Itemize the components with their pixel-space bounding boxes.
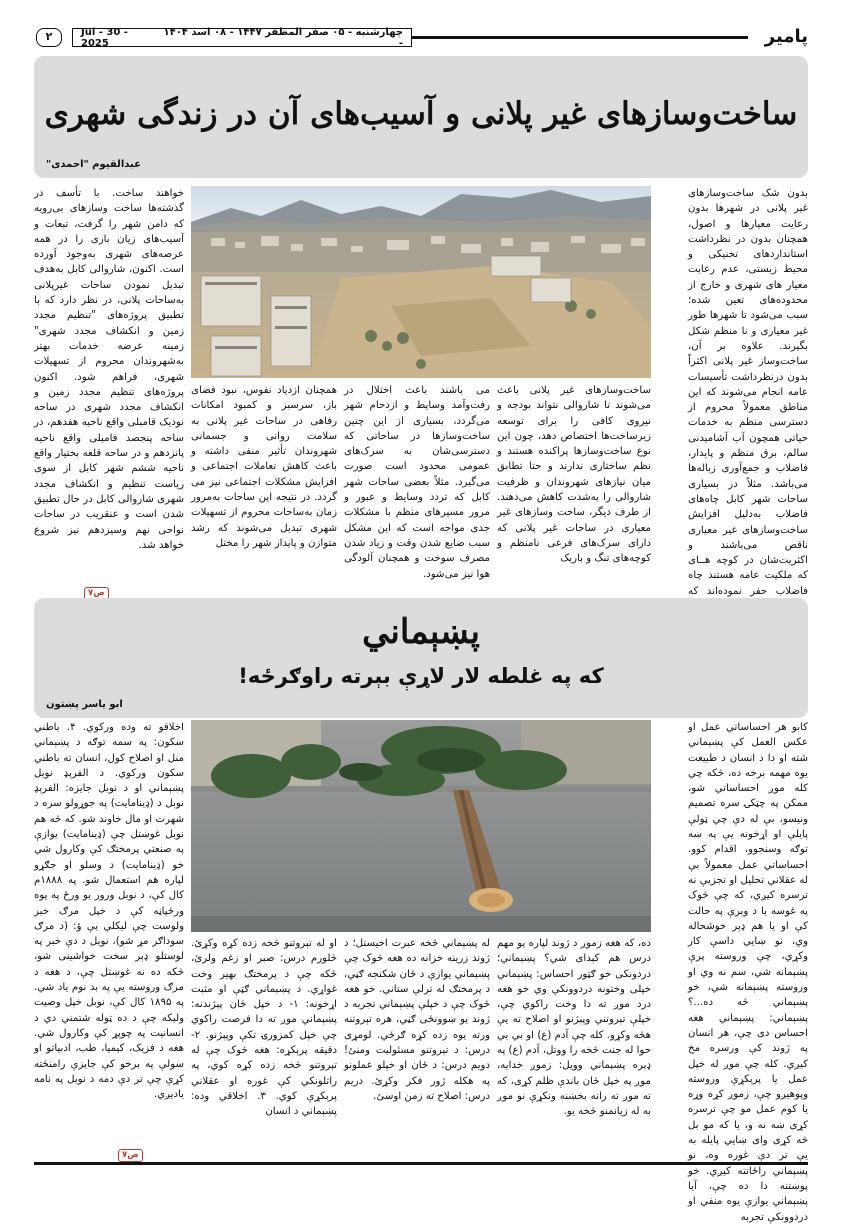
- newspaper-brand: پامیر: [759, 26, 808, 47]
- article2-column-right: [688, 720, 808, 1223]
- article1-text-left: خواهند ساخت. با تأسف در گذشته‌ها ساخت وسازهای بی‌رویه که دامن شهر را گرفت، تبعات و آسیب‌های زیان باری را در همه عرصه‌های شهری به‌وجود آورده است. اکنون، شاروالی کابل به‌هدف تبدیل نمودن ساحات غیرپلانی به‌ساحات پلانی، در نظر دارد که با تطبیق پروژه‌های "تنظیم مجدد زمین و انکشاف مجدد شهری" زمینه عرضه خدمات بهتر به‌شهروندان محروم از تسهیلات شهری، فراهم شود. اکنون پروژه‌های تنظیم مجدد زمین و انکشاف مجدد شهری در ساحه نودیک قامبلی واقع ناحیه هفدهم، در ساحه پنجصد فامیلی واقع ناحیه پانزدهم و در ساحه قلعه بختیار واقع ناحیه ششم شهر کابل از سوی ریاست تنظیم و انکشاف مجدد شهری شاروالی کابل در حال تطبیق شدن است و عنقریب در ساحات نواحی نهم وسیزدهم نیز شروع خواهد شد.: [34, 188, 184, 551]
- article2-column-mid-far: [191, 936, 337, 1160]
- article2-column-left: [34, 720, 184, 1140]
- aerial-city-image: [191, 186, 651, 378]
- article1-column-mid-far: [191, 383, 337, 596]
- article1-text-mid-far: همچنان ازدیاد نفوس، نبود فضای باز، سرسبز و کمبود امکانات رفاهی در ساحات غیر پلانی به سلامت روانی و جسمانی شهروندان تأثیر منفی داشته و باعث کاهش تعاملات اجتماعی و افزایش مشکلات اجتماعی نیز می گردد. در نتیجه این ساحات به‌مرور زمان به‌ساحات محروم از تسهیلات شهری تبدیل می‌شوند که رشد متوازن و پایدار شهر را مختل: [191, 385, 337, 549]
- date-box: [72, 28, 412, 47]
- article1-column-right: [688, 186, 808, 596]
- article1-title-band: [34, 56, 808, 178]
- article2-column-mid-right: [497, 936, 651, 1160]
- article1-continued[interactable]: [84, 580, 109, 600]
- article1-text-mid-right: ساخت‌وسازهای غیر پلانی باعث می‌شوند تا شاروالی نتواند بودجه و نیروی کافی را برای توسعه زیرساخت‌ها اختصاص دهد، چون این نوع ساخت‌وسازها پراکنده هستند و نظم ساختاری ندارند و حتا تطابق میان نیازهای شهروندان و ظرفیت شاروالی را به‌شدت کاهش می‌دهند. از طرف دیگر، ساخت وسازهای غیر معیاری در ساحات غیر پلانی که دارای سرک‌های فرعی نامنظم و کوچه‌های تنگ و باریک: [497, 385, 651, 565]
- date-english: Jul - 30 - 2025: [81, 26, 128, 49]
- article1-author: عبدالقیوم "احمدی": [46, 159, 141, 170]
- article1-city-photo: [191, 186, 651, 378]
- footer-rule: [34, 1162, 808, 1165]
- article2-text-mid-left: له پښېماني څخه عبرت اخیستل؛ د ژوند زرینه خزانه ده هغه څوک چې پښېماني یوازې د ځان شکنجه ګڼي، د پرمختګ له ترلې ستاني. خو هغه څوک چې د خپلې پښېماني تجربه د ژوند یو ښوونځی ګڼي، هره تېروتنه ورته یوه زده کړه ګرځي. لومړی درس: د تېروتنو مسئولیت ومنئ! دویم درس: د ځان او خپلو عملونو په هکله ژور فکر وکړئ. دریم درس: اصلاح ته زمن اوسئ.: [344, 938, 490, 1102]
- article1-text-mid-left: می باشند باعث اختلال در رفت‌وآمد وسایط و ازدحام شهر می‌گردد، بسیاری از این چنین ساخت‌وسازها در ساحاتی که دسترسی‌شان به سرک‌های عمومی محدود است صورت می‌گیرد. مثلاً بعضی ساحات شهر کابل که تردد وسایط و عبور و مرور مسیرهای منظم با مشکلات جدی مواجه است که این مشکل سبب ضایع شدن وقت و زیاد شدن مصرف سوخت و همچنان آلودگی هوا نیز می‌شود.: [344, 385, 490, 580]
- continued-badge-2[interactable]: ص۷: [118, 1149, 143, 1162]
- article2-column-mid-left: [344, 936, 490, 1160]
- article1-title: ساخت‌وسازهای غیر پلانی و آسیب‌های آن در زندگی شهری: [44, 96, 798, 132]
- article2-tree-photo: [191, 720, 651, 932]
- date-persian: چهارشنبه - ۰۵ صفر المظفر ۱۴۴۷ - ۰۸ اسد ۱۴۰۴ -: [163, 26, 403, 49]
- article2-continued[interactable]: [118, 1142, 143, 1162]
- article1-column-mid-right: [497, 383, 651, 596]
- article2-text-left: اخلاقو ته وده ورکوي. ۴. باطني سکون: په سمه توګه د پښېماني منل او اصلاح کول، انسان ته باطني سکون ورکوي. د الفرېډ نوبل پښېماني او د نوبل جایزه: الفرېډ نوبل د (ډینامایت) په جوړولو سره د شهرت او مال خاوند شو. که څه هم نوبل غوښتل چې (ډینامایت) یوازې په صنعتي پرمختګ کې وکارول شي خو (ډینامایت) د وسلو او جګړو لپاره هم استعمال شو. په ۱۸۸۸م کال کې، د نوبل ورور یو ورځ په یوه ورځپاڼه کې د خپل مرګ خبر ولوست چې لیکلي یې ؤ: (د مرګ سوداګر مړ شو)، نوبل د دې خبر په لوستلو ډېر سخت خواشینی شو، څکه ده نه غوښتل چې، د هغه د مرګ وروسته یې په بد نوم یاد شي. په ۱۸۹۵ کال کې، نوبل خپل وصیت ولیکه چې د ده ټوله شتمني دي د انسانیت په چوپړ کې وکارول شي. هغه د فزیک، کیمیا، طب، ادبیاتو او سولې په برخو کې جایزې رامنځته کړې چې تر دې دمه د نوبل په نامه یادیږي.: [34, 722, 184, 1101]
- article2-text-mid-far: او له تېروتنو څخه زده کړه وکړئ. څلورم درس: صبر او زغم ولرئ، ځکه چې د پرمختګ بهیر وخت غواړي. د پښېماني ګټې او مثبت اړخونه: ۱- د خپل ځان پېژندنه: پښېماني موږ ته دا فرصت راکوي چې خپل کمزورۍ تکې وپېژنو. ۲- دقیقه پرېکړه: هغه څوک چې له تېروتنو څخه زده کړه کوي، په راتلونکي کې غوره او عقلاني پرېکړې کوي. ۳. اخلاقي وده: پښېماني د انسان: [191, 938, 337, 1118]
- article2-subtitle: که په غلطه لار لاړې بېرته راوګرځه!: [238, 664, 604, 688]
- article2-title: پښېماني: [362, 612, 480, 652]
- article2-text-right: کابو هر احساساتي عمل او عکس العمل کې پښېماني شته او دا د انسان د طبیعت یوه مهمه برخه ده، څکه چي کله موږ احساساتي شو، ممکن په چټکۍ سره تصمیم ونیسو، بې له دې چي ټولې پایلې او اړخونه یې په ښه توګه وسنجوو، اقدام کوو. احساساتي عمل معمولاً بې له عقلاني تحلیل او تجزیې نه ترسره کیږي، که چې څوک په غوسه یا د وېرې په حالت کې او یا هم ډېر خوشحاله وي، نو ښایي داسې کار وکړي، چې وروسته پرې پښېمانه شي، سم نه وي او وروسته پښېمانه شي، خو پښېماني څه ده...؟ پښېماني: پښېماني هغه احساس دی چې، هر انسان په ژوند کې ورسره مخ کیږي. کله چې موږ له خپل عمل یا پرېکړې وروسته وپوهیږو چې، زموږ کړه وړه یا کوم عمل مو چې ترسره کړی ښه نه و، یا که مو بل څه کړی وای ښایي پایله به یې تر دې غوره وه، نو پښېماني راځانته کیږي. خو پوښتنه دا ده چې، آیا پښېماني یوازې یوه منفي او دردوونکې تجربه: [688, 722, 808, 1223]
- article2-author: ابو یاسر پښتون: [46, 699, 123, 710]
- article2-title-band: [34, 598, 808, 718]
- page-header: [34, 26, 808, 50]
- fallen-tree-image: [191, 720, 651, 932]
- article1-column-mid-left: [344, 383, 490, 596]
- article2-text-mid-right: ده، که هغه زموږ د ژوند لپاره یو مهم درس هم کېدای شي؟ پښېماني؛ دردونکی خو ګټور احساس: پښېماني خپلی وختونه دردوونکې وي خو هغه درد موږ ته دا وخت راکوي چې، خپلې تېروتني وپېژنو او اصلاح ته یې هڅه وکړو. کله چې آدم (ع) او بي بي حوا له جنت څخه را ووتل، آدم (ع) په ډېره پښېماني وویل: زموږ خدایه، موږ په خپل ځان باندې ظلم کړی، که ته موږ ته رانه بخښنه ونکړې نو موږ به له زیانمنو څخه یو.: [496, 938, 651, 1118]
- continued-badge[interactable]: ص۷: [84, 587, 109, 600]
- article1-column-left: [34, 186, 184, 582]
- article1-text-right: بدون شک ساخت‌وسازهای غیر پلانی در شهرها بدون رعایت معیارها و اصول، همچنان بدون در نظرداشت استانداردهای تخنیکی و محیط زیستی، عدم رعایت معیار های شهری و خارج از محدوده‌های تعین شده؛ سبب می‌شود تا شهرها طور غیر معیاری و نا منظم شکل بگیرند. علاوه بر آن، ساخت‌وساز غیر پلانی اکثراً بدون درنظرداشت تأسیسات عامه انجام می‌شوند که این مناطق معمولاً محروم از دسترسی منظم به خدمات حیاتی همچون آب آشامیدنی سالم، برق منظم و پایدار، فاضلاب و جمع‌آوری زباله‌ها می‌باشد. مثلاً در بسیاری ساحات شهر کابل چاه‌های فاضلاب به‌دلیل افزایش ساخت‌وسازهای غیر معیاری ناقص می‌باشند و اکثریت‌شان در کوچه هــای که ملکیت عامه هستند چاه فاضلاب حفر نموده‌اند که: [688, 188, 808, 597]
- page-number: ۲: [36, 28, 62, 47]
